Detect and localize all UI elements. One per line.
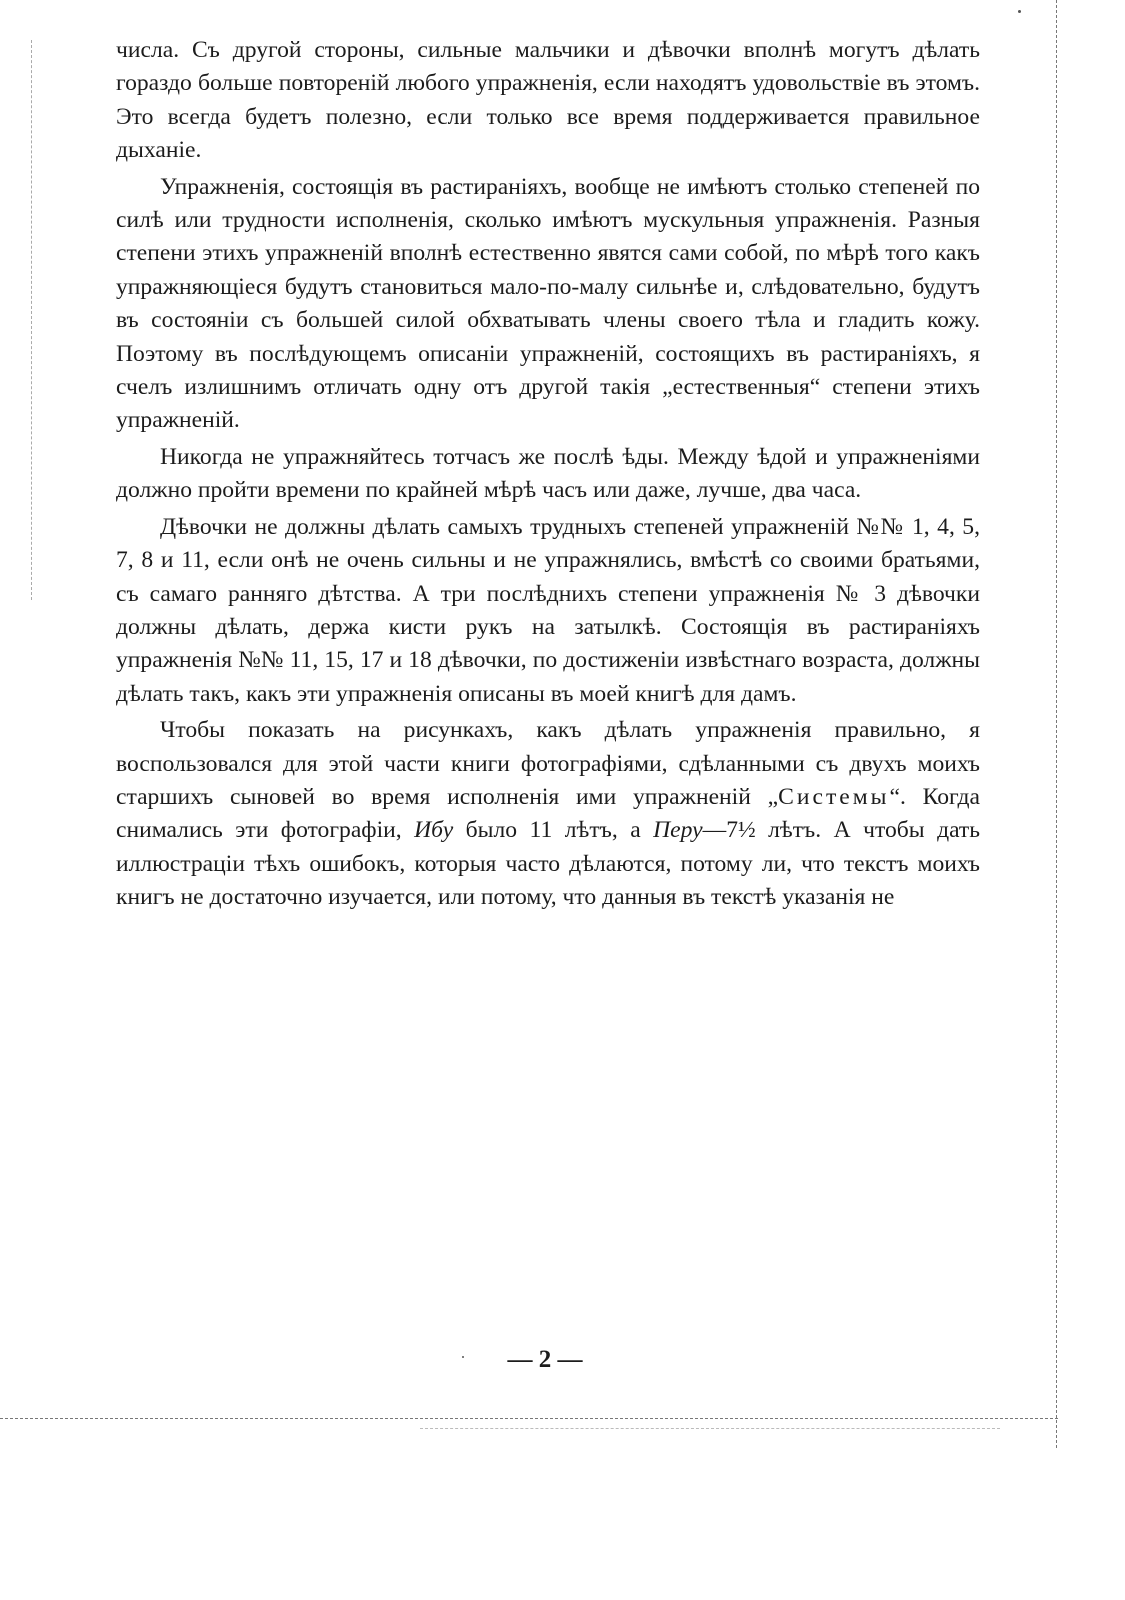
- paragraph-text: Чтобы показать на рисункахъ, какъ дѣлать упражненія правильно, я воспользовался для этой части книги фотографіями, сдѣланными съ двухъ моихъ старшихъ сыновей во время исполненія ими упражненій „: [116, 717, 980, 810]
- paragraph-4: [116, 511, 980, 711]
- paragraph-text: Упражненія, состоящія въ растираніяхъ, вообще не имѣютъ столько степеней по силѣ или трудности исполненія, сколько имѣютъ мускульныя упражненія. Разныя степени этихъ упражненій вполнѣ естественно явятся сами собой, по мѣрѣ того какъ упражняющіеся будутъ становиться мало-по-малу сильнѣе и, слѣдовательно, будутъ въ состояніи съ большей силой обхватывать члены своего тѣла и гладить кожу. Поэтому въ послѣдующемъ описаніи упражненій, состоящихъ въ растираніяхъ, я счелъ излишнимъ отличать одну отъ другой такія „естественныя“ степени этихъ упражненій.: [116, 173, 980, 434]
- right-scan-edge: [1056, 0, 1057, 1448]
- paragraph-3: [116, 441, 980, 508]
- paragraph-text: Никогда не упражняйтесь тотчасъ же послѣ ѣды. Между ѣдой и упражненіями должно пройти времени по крайней мѣрѣ часъ или даже, лучше, два часа.: [116, 443, 980, 504]
- paragraph-2: [116, 171, 980, 438]
- bottom-scan-edge: [0, 1418, 1058, 1419]
- paragraph-text: —7½ лѣтъ. А чтобы дать иллюстраціи тѣхъ ошибокъ, которыя часто дѣлаются, потому ли, что текстъ моихъ книгъ не достаточно изучается, или потому, что данныя въ текстѣ указанія не: [116, 817, 981, 911]
- scan-speck: [1018, 10, 1021, 13]
- paragraph-text: было 11 лѣтъ, а: [453, 817, 654, 844]
- italic-name: Перу: [653, 817, 703, 844]
- paragraph-text: числа. Съ другой стороны, сильные мальчики и дѣвочки вполнѣ могутъ дѣлать гораздо больше повтореній любого упражненія, если находятъ удовольствіе въ этомъ. Это всегда будетъ полезно, если только все время поддерживается правильное дыханіе.: [116, 37, 980, 164]
- paragraph-5: [116, 714, 980, 914]
- paragraph-text: Дѣвочки не должны дѣлать самыхъ трудныхъ степеней упражненій №№ 1, 4, 5, 7, 8 и 11, если онѣ не очень сильны и не упражнялись, вмѣстѣ со своими братьями, съ самаго ранняго дѣтства. А три послѣднихъ степени упражненія № 3 дѣвочки должны дѣлать, держа кисти рукъ на затылкѣ. Состоящія въ растираніяхъ упражненія №№ 11, 15, 17 и 18 дѣвочки, по достиженіи извѣстнаго возраста, должны дѣлать такъ, какъ эти упражненія описаны въ моей книгѣ для дамъ.: [116, 513, 980, 707]
- italic-name: Ибу: [414, 817, 454, 844]
- bottom-scan-edge-secondary: [420, 1428, 1000, 1429]
- paragraph-1: [116, 34, 980, 168]
- paragraph-text: “. Когда снимались эти фотографіи,: [116, 783, 980, 844]
- page-number: — 2 —: [507, 1346, 583, 1373]
- body-text: [116, 34, 980, 915]
- spaced-emphasis: Системы: [778, 783, 890, 810]
- left-scan-edge: [31, 40, 32, 600]
